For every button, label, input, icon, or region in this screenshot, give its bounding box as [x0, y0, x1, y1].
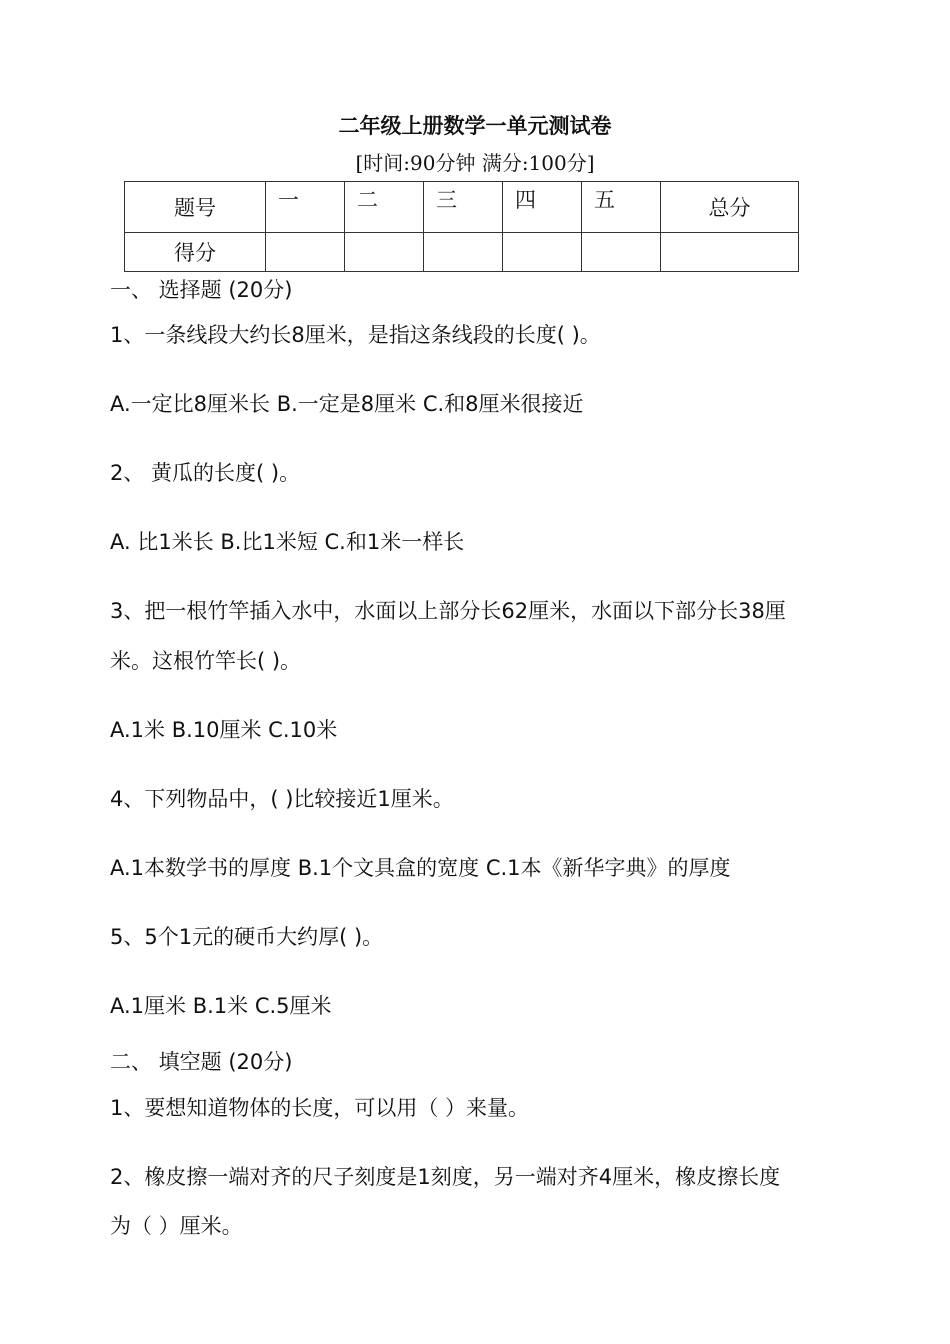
score-table	[124, 181, 799, 272]
s1-q2-stem: 2、 黄瓜的长度( )。	[110, 461, 301, 485]
s1-q3-stem-line1: 3、把一根竹竿插入水中，水面以上部分长62厘米，水面以下部分长38厘	[110, 599, 786, 623]
column-2: 二	[345, 182, 424, 233]
s1-q3-options: A.1米 B.10厘米 C.10米	[110, 718, 338, 742]
score-cell-total[interactable]	[661, 233, 799, 272]
score-cell-4[interactable]	[503, 233, 582, 272]
column-5: 五	[582, 182, 661, 233]
s2-q1-stem: 1、要想知道物体的长度，可以用（ ）来量。	[110, 1096, 530, 1120]
section1-heading: 一、 选择题 (20分)	[110, 278, 293, 302]
exam-info: [时间:90分钟 满分:100分]	[355, 151, 595, 175]
total-label: 总分	[661, 182, 799, 233]
score-cell-2[interactable]	[345, 233, 424, 272]
section2-heading: 二、 填空题 (20分)	[110, 1050, 293, 1074]
s1-q5-options: A.1厘米 B.1米 C.5厘米	[110, 994, 332, 1018]
s1-q3-stem-line2: 米。这根竹竿长( )。	[110, 649, 302, 673]
s1-q2-options: A. 比1米长 B.比1米短 C.和1米一样长	[110, 530, 465, 554]
score-cell-5[interactable]	[582, 233, 661, 272]
column-4: 四	[503, 182, 582, 233]
s1-q5-stem: 5、5个1元的硬币大约厚( )。	[110, 925, 384, 949]
s1-q1-options: A.一定比8厘米长 B.一定是8厘米 C.和8厘米很接近	[110, 392, 584, 416]
column-3: 三	[424, 182, 503, 233]
question-number-label: 题号	[125, 182, 266, 233]
score-cell-3[interactable]	[424, 233, 503, 272]
s1-q4-stem: 4、下列物品中，( )比较接近1厘米。	[110, 787, 454, 811]
s2-q2-stem-line1: 2、橡皮擦一端对齐的尺子刻度是1刻度，另一端对齐4厘米，橡皮擦长度	[110, 1165, 781, 1189]
s1-q4-options: A.1本数学书的厚度 B.1个文具盒的宽度 C.1本《新华字典》的厚度	[110, 856, 731, 880]
score-label: 得分	[125, 233, 266, 272]
column-1: 一	[266, 182, 345, 233]
s2-q2-stem-line2: 为（ ）厘米。	[110, 1214, 243, 1238]
page-title: 二年级上册数学一单元测试卷	[338, 114, 612, 138]
s1-q1-stem: 1、一条线段大约长8厘米，是指这条线段的长度( )。	[110, 323, 601, 347]
score-cell-1[interactable]	[266, 233, 345, 272]
score-table-score-row	[125, 233, 799, 272]
score-table-header-row	[125, 182, 799, 233]
